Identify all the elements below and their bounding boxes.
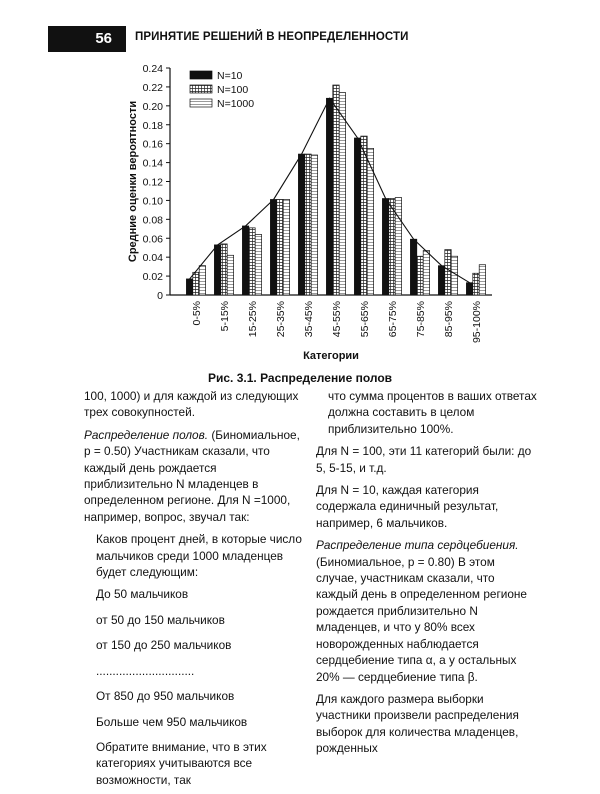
subheading: Распределение полов.	[84, 427, 209, 442]
bar-n10	[242, 226, 248, 295]
bar-n1000	[311, 155, 317, 295]
left-column	[84, 388, 306, 794]
page-number: 56	[48, 26, 126, 52]
paragraph-text: (Биномиальное, p = 0.80) В этом случае, участникам сказали, что каждый день в определенном регионе рождается приблизительно N младенцев, и что у 80% всех новорожденных наблюдается сердцебиение типа α, а у остальных 20% — сердцебиение типа β.	[316, 554, 527, 684]
bar-n100	[305, 154, 311, 295]
running-title: ПРИНЯТИЕ РЕШЕНИЙ В НЕОПРЕДЕЛЕННОСТИ	[135, 31, 409, 43]
x-tick-label: 55-65%	[359, 301, 371, 338]
x-tick-label: 25-35%	[275, 301, 287, 338]
bar-n100	[473, 273, 479, 295]
paragraph	[84, 427, 306, 525]
bar-n1000	[227, 255, 233, 295]
bar-n10	[270, 199, 276, 295]
bar-n100	[417, 256, 423, 295]
figure-caption-text: Распределение полов	[260, 371, 393, 385]
bar-n100	[333, 85, 339, 295]
legend-label: N=100	[217, 84, 249, 96]
x-tick-label: 95-100%	[471, 301, 483, 344]
y-tick-label: 0.20	[142, 100, 163, 113]
y-tick-label: 0.02	[142, 271, 163, 284]
bar-n100	[193, 272, 199, 295]
option-item: До 50 мальчиков	[96, 587, 189, 602]
y-tick-label: 0.06	[142, 233, 163, 246]
y-tick-label: 0.14	[142, 157, 163, 170]
x-tick-label: 45-55%	[331, 301, 343, 338]
figure-caption	[0, 371, 600, 385]
x-tick-label: 0-5%	[191, 301, 203, 326]
probability-bar-chart	[0, 55, 600, 370]
bar-n10	[214, 245, 220, 295]
y-tick-label: 0.22	[142, 81, 163, 94]
paragraph: что сумма процентов в ваших ответах должна составить в целом приблизительно 100%.	[328, 389, 537, 436]
y-tick-label: 0.18	[142, 119, 163, 132]
y-tick-label: 0.08	[142, 214, 163, 227]
bar-n10	[354, 138, 360, 295]
bar-n10	[410, 239, 416, 295]
paragraph: Для каждого размера выборки участники произвели распределения выборок для количества младенцев, рожденных	[316, 691, 519, 756]
bar-n100	[445, 250, 451, 295]
ellipsis-line: ..............................	[96, 663, 195, 678]
bar-n10	[186, 279, 192, 295]
bar-n1000	[283, 199, 289, 295]
x-tick-label: 85-95%	[443, 301, 455, 338]
bar-n10	[382, 199, 388, 295]
legend-swatch	[190, 85, 212, 93]
legend-label: N=1000	[217, 98, 255, 110]
question-text: Каков процент дней, в которые число мальчиков среди 1000 младенцев будет следующим:	[96, 532, 302, 580]
option-item: От 850 до 950 мальчиков	[96, 689, 235, 704]
option-item: от 150 до 250 мальчиков	[96, 638, 232, 653]
bar-n100	[389, 199, 395, 295]
paragraph: Обратите внимание, что в этих категориях учитываются все возможности, так	[96, 739, 267, 787]
legend-swatch	[190, 71, 212, 79]
x-tick-label: 5-15%	[219, 301, 231, 332]
paragraph: Для N = 100, эти 11 категорий были: до 5, 5-15, и т.д.	[316, 444, 532, 475]
y-tick-label: 0	[157, 290, 163, 302]
bar-n10	[326, 98, 332, 295]
x-axis-label: Категории	[303, 350, 359, 362]
option-item: от 50 до 150 мальчиков	[96, 612, 225, 627]
paragraph: 100, 1000) и для каждой из следующих трех совокупностей.	[84, 389, 299, 420]
y-tick-label: 0.04	[142, 252, 163, 265]
paragraph-text: (Биномиальное, p = 0.50) Участникам сказали, что каждый день рождается приблизительно N младенцев в определенном регионе. Для N =1000, например, вопрос, звучал так:	[84, 427, 300, 524]
x-tick-label: 65-75%	[387, 301, 399, 338]
bar-n10	[466, 283, 472, 295]
bar-n1000	[255, 234, 261, 295]
bar-n1000	[395, 198, 401, 295]
y-tick-label: 0.16	[142, 138, 163, 151]
paragraph	[316, 537, 538, 685]
x-tick-label: 35-45%	[303, 301, 315, 338]
bar-n1000	[451, 256, 457, 295]
bar-n10	[298, 154, 304, 295]
bar-n1000	[199, 266, 205, 295]
bar-n10	[438, 266, 444, 295]
legend-label: N=10	[217, 70, 243, 82]
option-item: Больше чем 950 мальчиков	[96, 714, 248, 729]
bar-n100	[361, 136, 367, 295]
y-tick-label: 0.10	[142, 195, 163, 208]
y-tick-label: 0.24	[142, 63, 163, 75]
y-axis-label: Средние оценки вероятности	[127, 100, 139, 263]
bar-n100	[221, 244, 227, 295]
x-tick-label: 15-25%	[247, 301, 259, 338]
right-column	[316, 388, 538, 763]
paragraph: Для N = 10, каждая категория содержала единичный результат, например, 6 мальчиков.	[316, 483, 499, 530]
figure-label: Рис. 3.1.	[207, 371, 257, 385]
legend-swatch	[190, 99, 212, 107]
bar-n100	[249, 228, 255, 295]
subheading: Распределение типа сердцебиения.	[316, 538, 519, 553]
bar-n1000	[339, 93, 345, 295]
x-tick-label: 75-85%	[415, 301, 427, 338]
bar-n1000	[423, 251, 429, 295]
bar-n100	[277, 199, 283, 295]
bar-n1000	[479, 265, 485, 295]
y-tick-label: 0.12	[142, 176, 163, 189]
